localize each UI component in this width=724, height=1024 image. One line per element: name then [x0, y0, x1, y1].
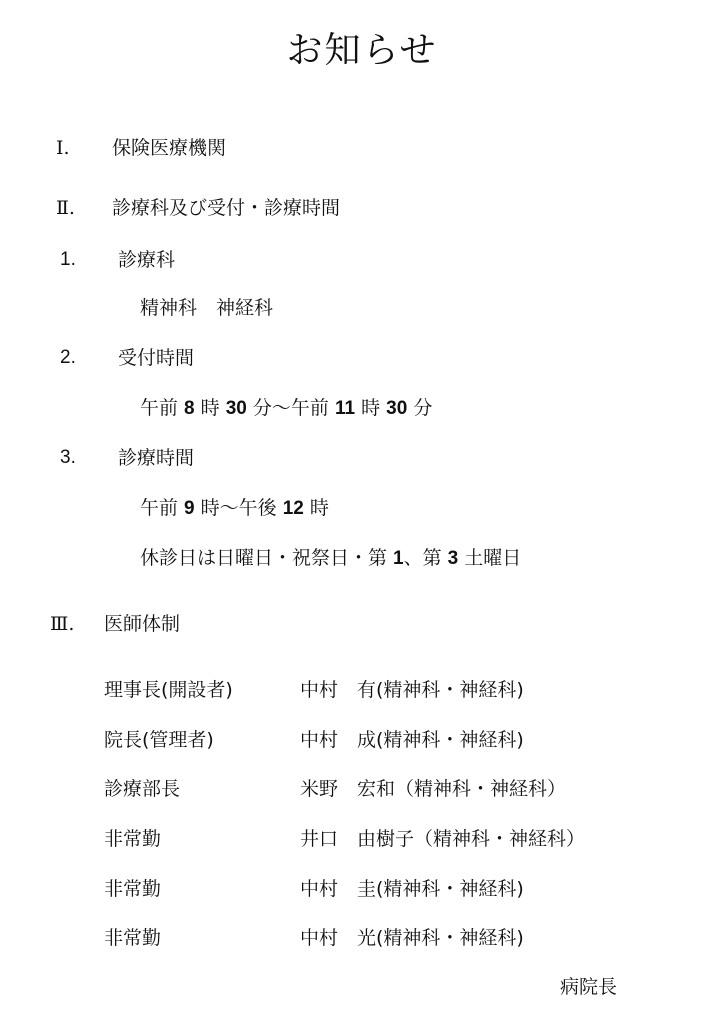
staff-name: 米野 宏和（精神科・神経科） [300, 778, 567, 800]
signature-director: 病院長 [560, 976, 618, 998]
section-3-heading: 医師体制 [104, 613, 181, 635]
consultation-hours: 午前 9 時～午後 12 時 [140, 497, 329, 519]
item-3-marker: 3. [60, 447, 76, 468]
section-1-heading: 保険医療機関 [112, 137, 227, 159]
item-2-heading: 受付時間 [118, 347, 195, 369]
staff-name: 中村 光(精神科・神経科) [300, 927, 524, 949]
page-title: お知らせ [286, 30, 438, 71]
staff-name: 中村 成(精神科・神経科) [300, 729, 524, 751]
item-3-heading: 診療時間 [118, 447, 195, 469]
staff-role: 院長(管理者) [104, 729, 214, 751]
section-2-marker: Ⅱ. [56, 197, 75, 219]
section-3-marker: Ⅲ. [50, 613, 75, 635]
staff-role: 理事長(開設者) [104, 679, 233, 701]
item-1-marker: 1. [60, 249, 76, 270]
item-1-detail: 精神科 神経科 [140, 297, 274, 319]
staff-role: 診療部長 [104, 778, 181, 800]
staff-name: 井口 由樹子（精神科・神経科） [300, 828, 586, 850]
item-2-marker: 2. [60, 347, 76, 368]
staff-name: 中村 有(精神科・神経科) [300, 679, 524, 701]
item-1-heading: 診療科 [118, 249, 176, 271]
section-2-heading: 診療科及び受付・診療時間 [112, 197, 341, 219]
section-1-marker: Ⅰ. [56, 137, 70, 159]
reception-hours: 午前 8 時 30 分～午前 11 時 30 分 [140, 397, 433, 419]
closed-days: 休診日は日曜日・祝祭日・第 1、第 3 土曜日 [140, 547, 522, 569]
staff-role: 非常勤 [104, 927, 162, 949]
staff-role: 非常勤 [104, 828, 162, 850]
staff-name: 中村 圭(精神科・神経科) [300, 878, 524, 900]
staff-role: 非常勤 [104, 878, 162, 900]
